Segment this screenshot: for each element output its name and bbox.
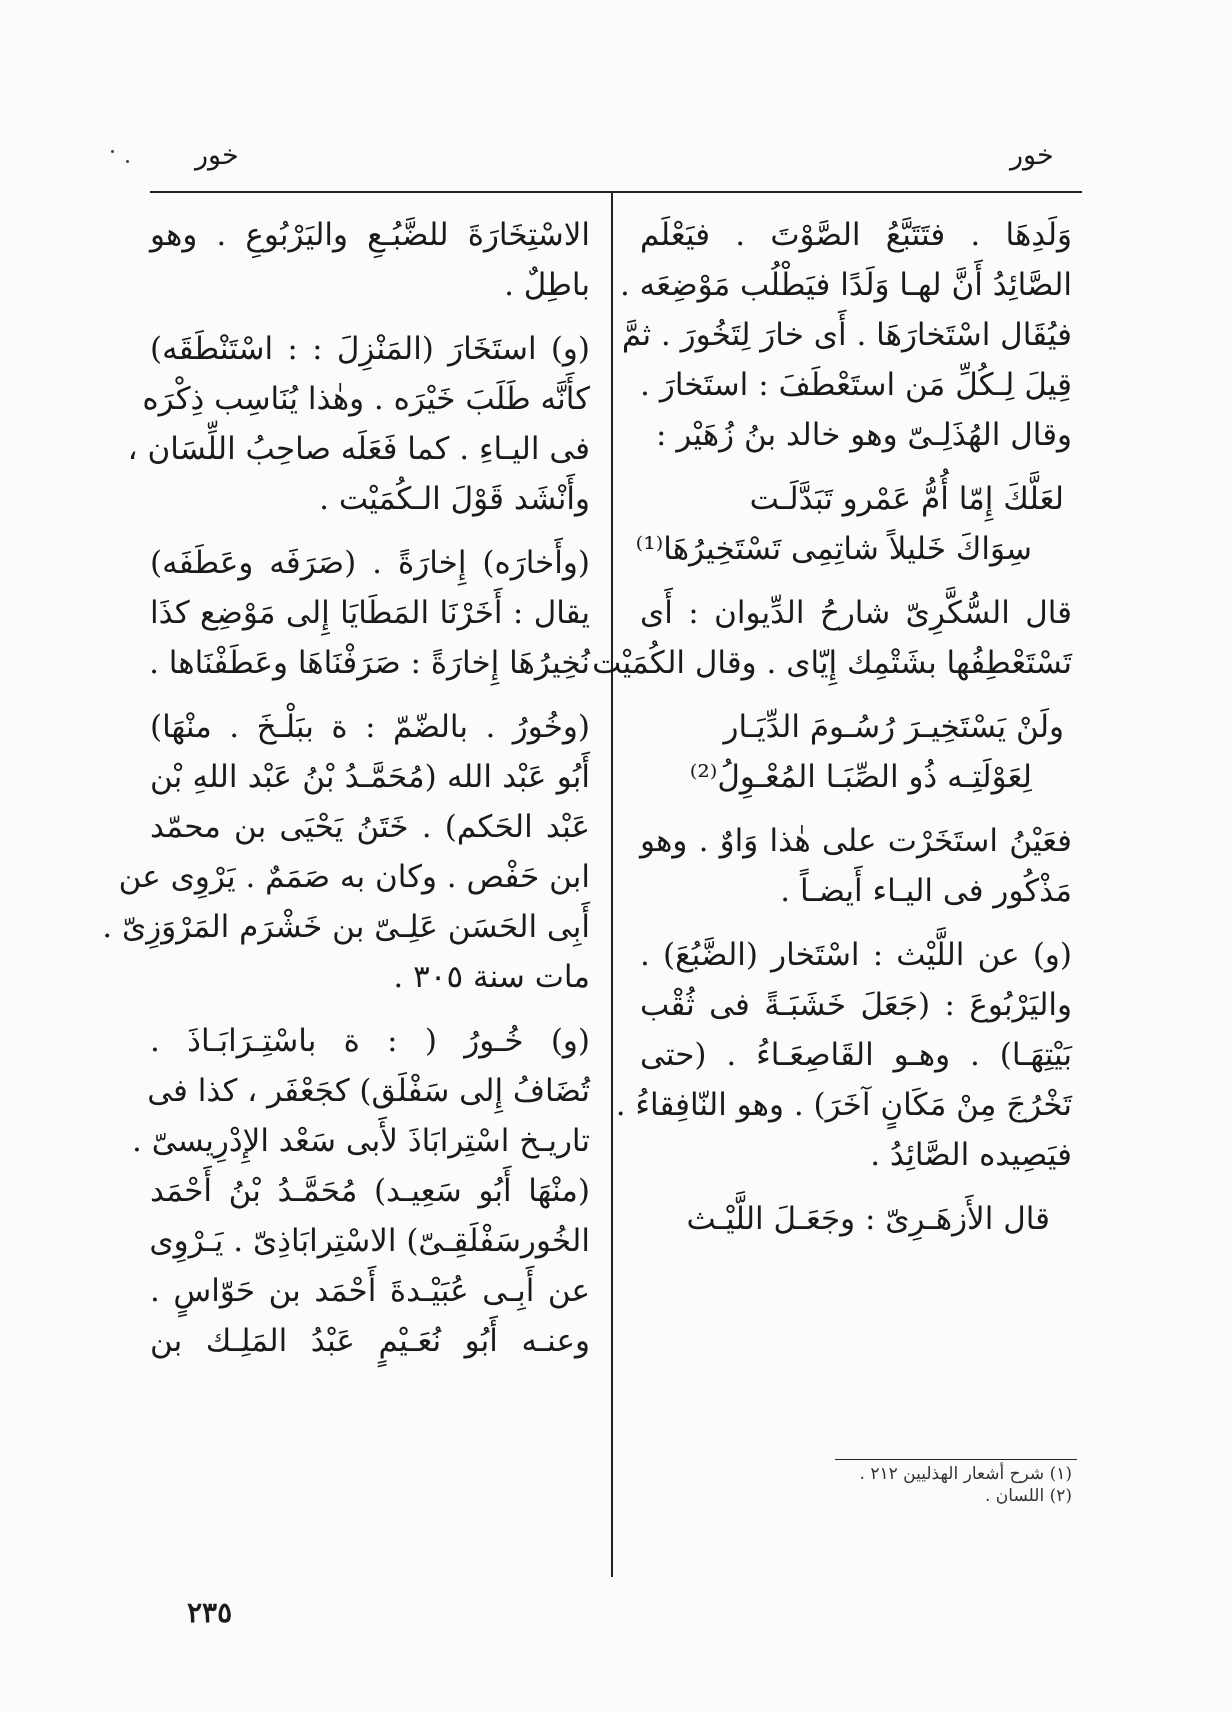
paragraph [102, 702, 590, 1002]
text-line: قِيلَ لِـكُلِّ مَن استَعْطَفَ : استَخارَ . [640, 367, 1072, 403]
text-line: فى اليـاءِ . كما فَعَلَه صاحِبُ اللِّسَان ، [127, 431, 590, 467]
paragraph [132, 1016, 590, 1366]
text-line: فيَصِيده الصَّائِدُ . [870, 1137, 1072, 1173]
text-line: مَذْكُور فى اليـاء أَيضـاً . [780, 873, 1072, 909]
text-line: (و) عن اللَّيْث : اسْتَخار (الضَّبُعَ) . [640, 937, 1072, 973]
text-line: تَسْتَعْطِفُها بشَتْمِك إِيّاى . وقال الكُمَيْت [592, 645, 1072, 681]
text-line: وَلَدِهَا . فتَتَبَّعُ الصَّوْتَ . فيَعْلَم [640, 217, 1072, 253]
page-number: ٢٣٥ [187, 1596, 233, 1629]
text-line: قال السُّكَّرِىّ شارحُ الدِّيوان : أَى [640, 595, 1072, 631]
paragraph [150, 538, 590, 688]
paragraph [150, 210, 590, 310]
paragraph [592, 588, 1072, 688]
right-column [592, 210, 1072, 1258]
text-line: كأَنَّه طَلَبَ خَيْرَه . وهٰذا يُنَاسِب ذِكْرَه [142, 381, 590, 417]
paragraph [615, 930, 1072, 1180]
verse-hemistich: سِوَاكَ خَليلاً شاتِمِى تَسْتَخِيرُهَا⁽¹⁾ [635, 531, 1032, 567]
paragraph [640, 816, 1072, 916]
footnote: (٢) اللسان . [985, 1486, 1072, 1506]
text-line: وعنـه أَبُو نُعَـيْمٍ عَبْدُ المَلِـك بن [150, 1323, 590, 1359]
text-line: الاسْتِخَارَةَ للضَّبُـعِ واليَرْبُوعِ . وهو [150, 217, 590, 253]
text-line: عَبْد الحَكم) . خَتَنُ يَحْيَى بن محمّد [150, 809, 590, 845]
paragraph [640, 1194, 1072, 1244]
text-line: ابن حَفْص . وكان به صَمَمٌ . يَرْوِى عن [118, 859, 590, 895]
text-line: وأَنْشَد قَوْلَ الـكُمَيْت . [319, 481, 590, 517]
text-line: يقال : أَخَرْنَا المَطَايَا إِلى مَوْضِع كذَا [150, 595, 590, 631]
scan-speck [111, 150, 114, 153]
verse [635, 474, 1072, 574]
text-line: الخُورسَفْلَقِـىّ) الاسْتِرابَاذِىّ . يَـرْوِى [149, 1223, 590, 1259]
text-line: (و) خُـورُ ( : ة باسْتِـرَابَـاذَ . [150, 1023, 590, 1059]
verse-hemistich: لعَلَّكَ إِمّا أُمُّ عَمْرو تَبَدَّلَـت [749, 481, 1064, 517]
text-line: مات سنة ٣٠٥ . [393, 959, 590, 995]
text-line: واليَرْبُوعَ : (جَعَلَ خَشَبَـةً فى ثُقْب [640, 987, 1072, 1023]
paragraph [619, 210, 1072, 460]
text-line: (وأَخارَه) إِخارَةً . (صَرَفَه وعَطَفَه) [150, 545, 590, 581]
text-line: عن أَبِـى عُبَيْـدةَ أَحْمَد بن حَوّاسٍ . [150, 1273, 590, 1309]
paragraph [127, 324, 590, 524]
text-line: تُضَافُ إِلى سَفْلَق) كجَعْفَر ، كذا فى [147, 1073, 590, 1109]
left-column [102, 210, 590, 1380]
text-line: نُخِيرُهَا إِخارَةً : صَرَفْنَاهَا وعَطَفْنَاها . [149, 645, 590, 681]
text-line: بَيْتِهَـا) . وهـو القَاصِعَـاءُ . (حتى [640, 1037, 1072, 1073]
text-line: (وخُورُ . بالضّمّ : ة ببَلْـخَ . منْهَا) [150, 709, 590, 745]
footnotes [760, 1463, 1072, 1507]
text-line: باطِلٌ . [504, 267, 590, 303]
scan-speck [126, 160, 129, 163]
text-line: تاريـخ اسْتِرابَاذَ لأَبى سَعْد الإِدْرِيسىّ . [132, 1123, 590, 1159]
footnote-rule [835, 1459, 1077, 1460]
text-line: فيُقَال اسْتَخارَهَا . أَى خارَ لِتَخُورَ . ثمَّ [621, 317, 1072, 353]
footnote: (١) شرح أشعار الهذليين ٢١٢ . [859, 1464, 1072, 1484]
text-line: (و) استَخَارَ (المَنْزِلَ : : اسْتَنْطَقَه) [150, 331, 590, 367]
verse-hemistich: لِعَوْلَتِـه ذُو الصِّبَـا المُعْـوِلُ⁽²⁾ [689, 759, 1032, 795]
text-line: فعَيْنُ استَخَرْت على هٰذا وَاوٌ . وهو [640, 823, 1072, 859]
verse-hemistich: ولَنْ يَسْتَخِيـرَ رُسُـومَ الدِّيَـار [723, 709, 1064, 745]
text-line: الصَّائِدُ أَنَّ لهـا وَلَدًا فيَطْلُب مَوْضِعَه . [619, 267, 1072, 303]
column-divider [611, 192, 613, 1577]
text-line: وقال الهُذَلِـىّ وهو خالد بنُ زُهَيْر : [656, 417, 1072, 453]
text-line: أَبِى الحَسَن عَلِـىّ بن خَشْرَم المَرْوَزِىّ . [102, 909, 590, 945]
header-headword-left: خور [195, 140, 239, 171]
header-rule [150, 191, 1082, 193]
text-line: تَخْرُجَ مِنْ مَكَانٍ آخَرَ) . وهو النّافِقاءُ . [615, 1087, 1072, 1123]
text-line: أَبُو عَبْد الله (مُحَمَّـدُ بْنُ عَبْد اللهِ بْن [150, 759, 590, 795]
verse [640, 702, 1072, 802]
header-headword-right: خور [1010, 140, 1054, 171]
text-line: قال الأَزهَـرِىّ : وجَعَـلَ اللَّيْـث [686, 1201, 1050, 1237]
text-line: (منْهَا أَبُو سَعِيـد) مُحَمَّـدُ بْنُ أَحْمَد [150, 1173, 590, 1209]
